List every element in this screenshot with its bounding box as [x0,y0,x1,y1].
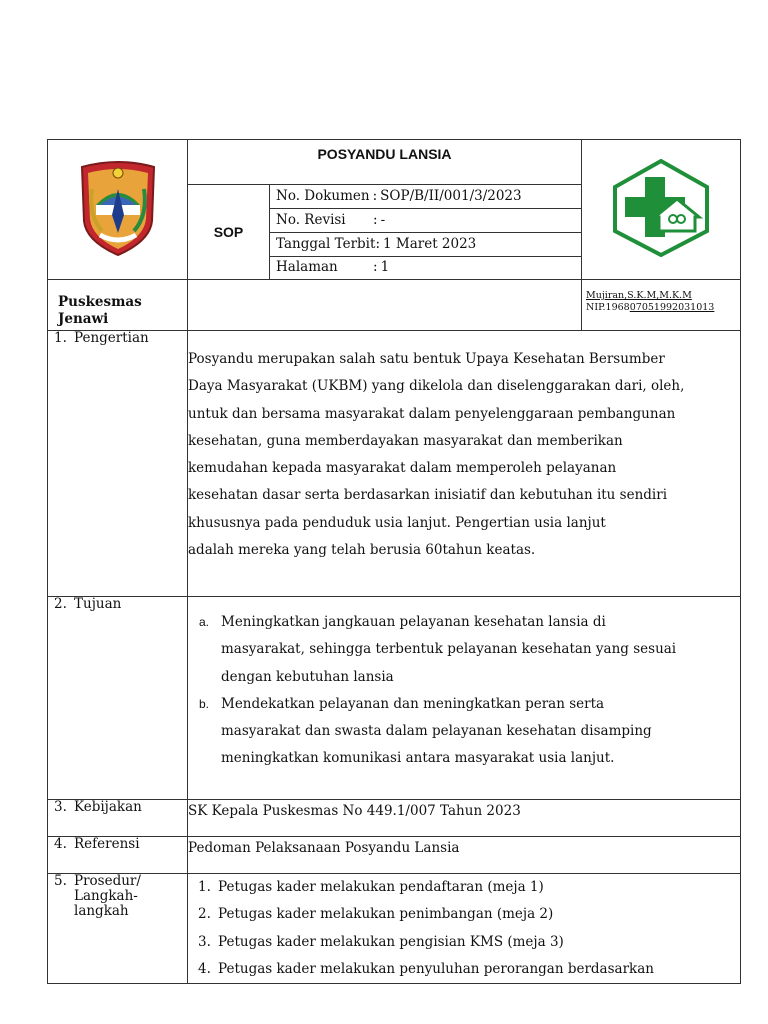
info-row-halaman: Halaman : 1 [276,259,390,276]
tujuan-item-b: b. Mendekatkan pelayanan dan meningkatkan peran serta masyarakat dan swasta dalam pelayanan kesehatan disamping meningkatkan komunikasi antara masyarakat usia lanjut. [199,695,652,767]
blank-signature-area [188,280,582,331]
section-label-tujuan: 2. Tujuan [48,597,188,800]
sop-label: SOP [188,185,270,280]
section-label-referensi: 4. Referensi [48,837,188,874]
puskesmas-logo-icon [607,159,715,257]
info-row-dokumen: No. Dokumen : SOP/B/II/001/3/2023 [270,185,581,208]
signer-name: Mujiran,S.K.M,M.K.M [586,290,692,301]
tujuan-item-a: a. Meningkatkan jangkauan pelayanan kesehatan lansia di masyarakat, sehingga terbentuk pelayanan kesehatan yang sesuai dengan kebutuhan lansia [199,614,677,685]
document-title: POSYANDU LANSIA [188,140,582,185]
kebijakan-content: SK Kepala Puskesmas No 449.1/007 Tahun 2023 [188,800,741,837]
referensi-content: Pedoman Pelaksanaan Posyandu Lansia [188,837,741,874]
info-row-revisi: No. Revisi : - [270,208,581,232]
organization-name: Puskesmas Jenawi [48,280,188,331]
prosedur-content [188,874,741,984]
section-label-pengertian: 1. Pengertian [48,331,188,597]
regional-emblem-cell [48,140,188,280]
prosedur-step: 1. Petugas kader melakukan pendaftaran (meja 1) [198,879,544,895]
prosedur-step: 4. Petugas kader melakukan penyuluhan perorangan berdasarkan [198,960,654,977]
sop-table [47,139,741,984]
signer-nip: NIP.196807051992031013 [586,302,715,313]
regional-emblem-icon [78,159,158,257]
info-row-tanggal-terbit: Tanggal Terbit: 1 Maret 2023 [270,232,581,256]
pengertian-content: Posyandu merupakan salah satu bentuk Upaya Kesehatan Bersumber Daya Masyarakat (UKBM) yang dikelola dan diselenggarakan dari, oleh, untuk dan bersama masyarakat dalam penyelenggaraan pembangunan kesehatan, guna memberdayakan masyarakat dan memberikan kemudahan kepada masyarakat dalam memperoleh pelayanan kesehatan dasar serta berdasarkan inisiatif dan kebutuhan itu sendiri khususnya pada penduduk usia lanjut. Pengertian usia lanjut adalah mereka yang telah berusia 60tahun keatas. [188,331,741,597]
signature-block [582,280,741,331]
prosedur-step: 3. Petugas kader melakukan pengisian KMS (meja 3) [198,933,564,950]
section-label-kebijakan: 3. Kebijakan [48,800,188,837]
puskesmas-logo-cell [582,140,741,280]
prosedur-step: 2. Petugas kader melakukan penimbangan (meja 2) [198,906,554,923]
tujuan-content [188,597,741,800]
section-label-prosedur: 5. Prosedur/ Langkah- langkah [48,874,188,984]
document-info [270,185,582,280]
